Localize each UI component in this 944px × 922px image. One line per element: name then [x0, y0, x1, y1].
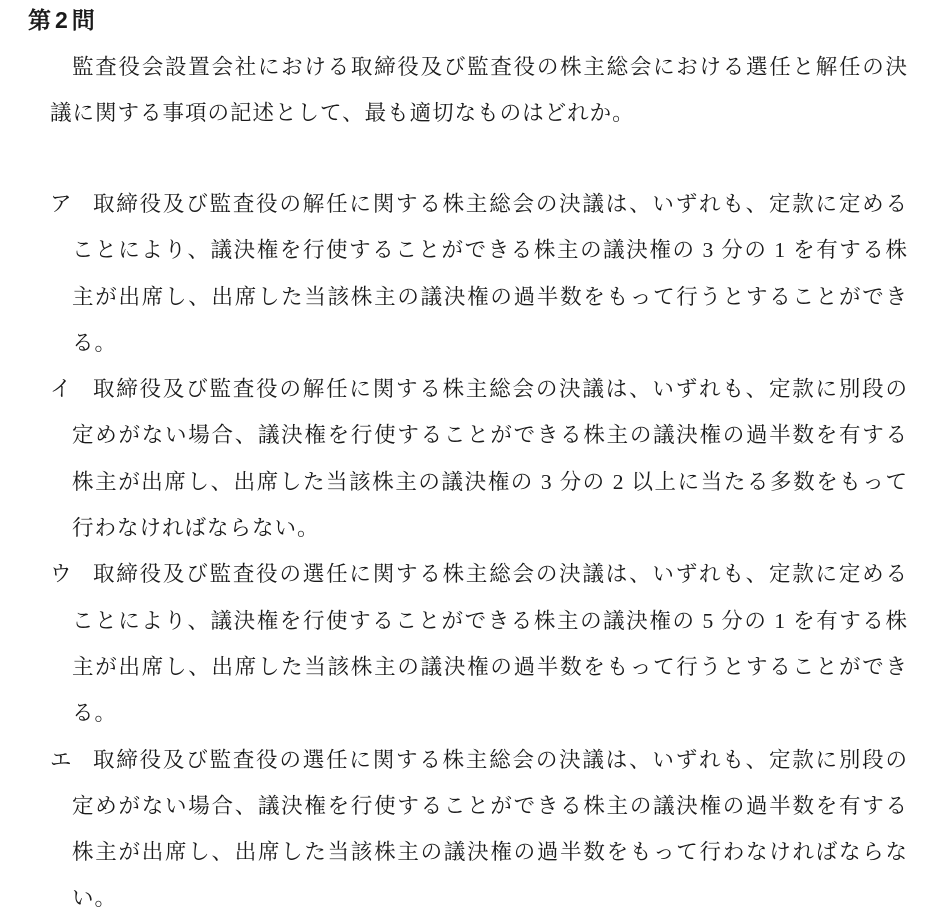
choice-text — [72, 551, 908, 736]
question-text-line: 監査役会設置会社における取締役及び監査役の株主総会における選任と解任の決 — [72, 55, 908, 79]
choice-text-line: る。 — [72, 701, 118, 726]
choice-text — [72, 737, 908, 922]
question-text-line: 議に関する事項の記述として、最も適切なものはどれか。 — [50, 100, 635, 125]
choice-text-line: 株主が出席し、出席した当該株主の議決権の過半数をもって行わなければならな — [72, 840, 908, 865]
choice-text-line: い。 — [72, 886, 118, 911]
choice-item-i — [0, 366, 944, 551]
choice-text-line: ことにより、議決権を行使することができる株主の議決権の 5 分の 1 を有する株 — [72, 608, 908, 633]
choice-text-line: 株主が出席し、出席した当該株主の議決権の 3 分の 2 以上に当たる多数をもって — [72, 469, 908, 494]
choice-item-a — [0, 181, 944, 366]
choice-text-line: る。 — [72, 330, 118, 355]
choice-label: ウ — [50, 562, 73, 587]
choice-text-line: 主が出席し、出席した当該株主の議決権の過半数をもって行うとすることができ — [72, 284, 908, 309]
choice-text-line: 取締役及び監査役の解任に関する株主総会の決議は、いずれも、定款に別段の — [93, 377, 908, 402]
choice-label: エ — [50, 747, 73, 772]
choice-text-line: 定めがない場合、議決権を行使することができる株主の議決権の過半数を有する — [72, 423, 908, 448]
choice-label: イ — [50, 377, 73, 402]
choice-text-line: 取締役及び監査役の選任に関する株主総会の決議は、いずれも、定款に別段の — [93, 747, 908, 772]
choice-text-line: 取締役及び監査役の解任に関する株主総会の決議は、いずれも、定款に定める — [93, 192, 908, 216]
choice-text-line: 定めがない場合、議決権を行使することができる株主の議決権の過半数を有する — [72, 793, 908, 818]
question-number: 第2問 — [28, 7, 99, 33]
choice-item-u — [0, 551, 944, 736]
choice-text — [72, 181, 908, 366]
choice-text-line: ことにより、議決権を行使することができる株主の議決権の 3 分の 1 を有する株 — [72, 238, 908, 263]
choice-label: ア — [50, 192, 73, 216]
choice-list — [0, 181, 944, 922]
question-stem — [50, 45, 908, 136]
choice-item-e — [0, 737, 944, 922]
choice-text — [72, 366, 908, 551]
choice-text-line: 行わなければならない。 — [72, 516, 320, 541]
choice-text-line: 取締役及び監査役の選任に関する株主総会の決議は、いずれも、定款に定める — [93, 562, 908, 587]
choice-text-line: 主が出席し、出席した当該株主の議決権の過半数をもって行うとすることができ — [72, 654, 908, 679]
